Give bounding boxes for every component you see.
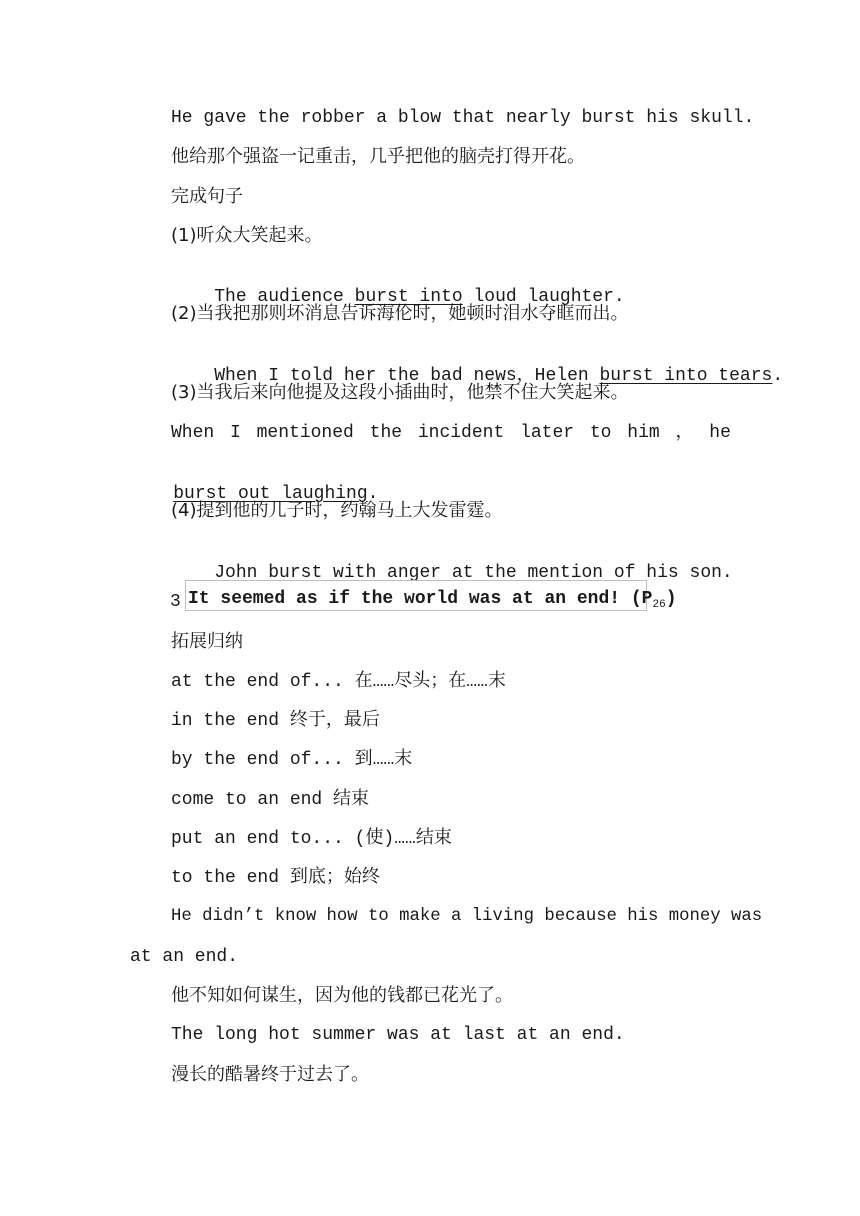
- answer-text: The audience: [214, 287, 355, 307]
- answer-blank: burst out laughing: [173, 484, 368, 504]
- answer-text: John: [214, 563, 269, 583]
- exercise-1-prompt: (1)听众大笑起来。: [171, 225, 323, 246]
- example-2-en-line1: He didn’t know how to make a living because his money was: [171, 907, 763, 926]
- example-sentence-en: He gave the robber a blow that nearly burst his skull.: [171, 108, 755, 128]
- answer-blank: burst with anger: [268, 563, 452, 583]
- phrase-item: at the end of... 在……尽头；在……末: [171, 672, 506, 692]
- word: him: [627, 423, 660, 443]
- example-sentence-zh: 他给那个强盗一记重击，几乎把他的脑壳打得开花。: [171, 146, 585, 167]
- word: ，: [675, 423, 694, 443]
- answer-text: at the mention of his son.: [451, 563, 733, 583]
- phrase-item: to the end 到底；始终: [171, 868, 380, 888]
- answer-blank: burst into tears: [599, 366, 773, 386]
- section-number: 3: [170, 592, 181, 612]
- example-3-en: The long hot summer was at last at an end.: [171, 1025, 625, 1045]
- word: mentioned: [256, 423, 354, 443]
- phrase-item: come to an end 结束: [171, 790, 370, 810]
- exercise-3-answer-line1: [171, 422, 731, 444]
- example-3-zh: 漫长的酷暑终于过去了。: [171, 1064, 369, 1085]
- page-subscript: 26: [652, 599, 666, 611]
- example-2-zh: 他不知如何谋生，因为他的钱都已花光了。: [171, 985, 513, 1006]
- answer-text: loud laughter.: [462, 287, 625, 307]
- section-title-text: It seemed as if the world was at an end! (P: [188, 589, 653, 609]
- exercise-2-prompt: (2)当我把那则坏消息告诉海伦时，她顿时泪水夺眶而出。: [171, 303, 629, 324]
- exercise-3-prompt: (3)当我后来向他提及这段小插曲时，他禁不住大笑起来。: [171, 382, 629, 403]
- word: When: [171, 423, 215, 443]
- answer-text: .: [772, 366, 784, 386]
- word: incident: [417, 423, 505, 443]
- answer-blank: burst into: [354, 287, 463, 307]
- word: the: [369, 423, 403, 443]
- answer-text: When I told her the bad news，Helen: [214, 366, 600, 386]
- exercise-4-prompt: (4)提到他的儿子时，约翰马上大发雷霆。: [171, 500, 503, 521]
- exercise-heading: 完成句子: [171, 186, 243, 207]
- phrase-item: put an end to... (使)……结束: [171, 829, 452, 849]
- section-title-close: ): [665, 589, 677, 609]
- word: to: [589, 423, 612, 443]
- expansion-heading: 拓展归纳: [171, 631, 243, 652]
- word: I: [230, 423, 241, 443]
- section-title: [188, 588, 677, 616]
- word: later: [520, 423, 575, 443]
- phrase-item: in the end 终于，最后: [171, 711, 380, 731]
- phrase-item: by the end of... 到……末: [171, 750, 413, 770]
- answer-text: .: [367, 484, 379, 504]
- word: he: [709, 423, 731, 443]
- example-2-en-line2: at an end.: [130, 947, 239, 967]
